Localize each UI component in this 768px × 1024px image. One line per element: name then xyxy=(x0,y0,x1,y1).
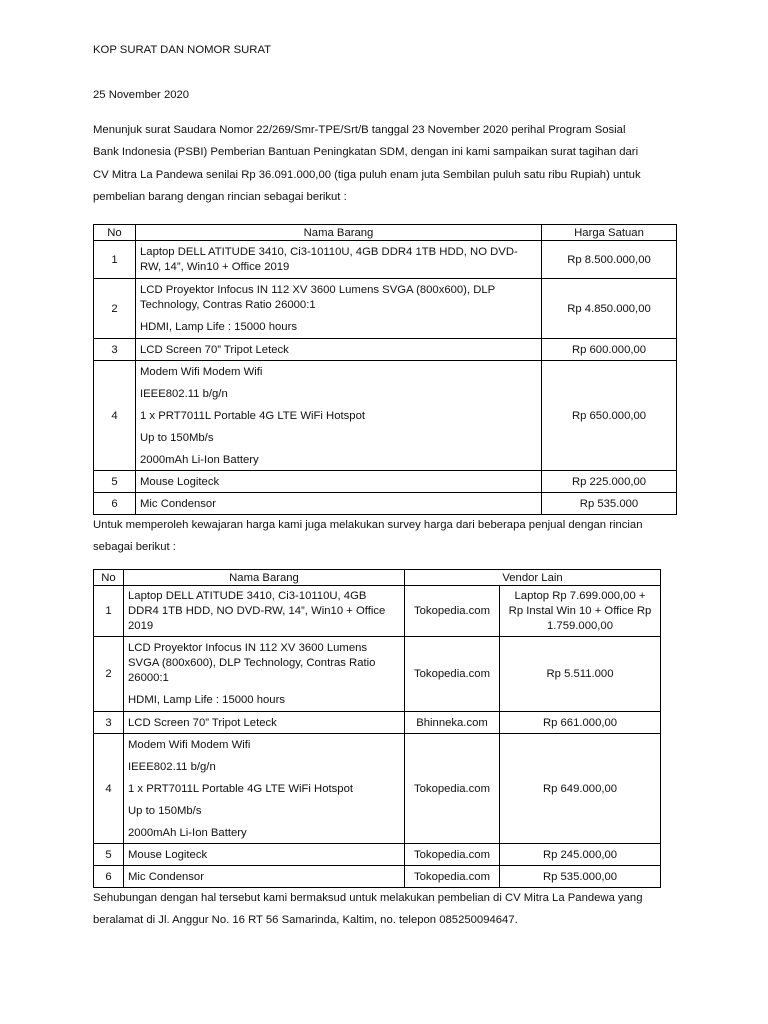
table-row xyxy=(94,361,677,471)
vendor-name: Tokopedia.com xyxy=(405,586,500,637)
item-price: Rp 8.500.000,00 xyxy=(542,241,677,279)
text-line: Bank Indonesia (PSBI) Pemberian Bantuan Peningkatan SDM, dengan ini kami sampaikan surat tagihan dari xyxy=(93,146,639,159)
row-number: 1 xyxy=(94,586,124,637)
item-name: LCD Screen 70” Tripot Leteck xyxy=(124,712,405,734)
row-number: 3 xyxy=(94,339,136,361)
table-row xyxy=(94,493,677,515)
letter-header: KOP SURAT DAN NOMOR SURAT xyxy=(93,44,272,56)
text-line: Untuk memperoleh kewajaran harga kami juga melakukan survey harga dari beberapa penjual dengan rincian xyxy=(93,519,643,531)
table-row xyxy=(94,339,677,361)
row-number: 2 xyxy=(94,279,136,339)
vendor-price: Rp 535.000,00 xyxy=(500,866,661,888)
row-number: 1 xyxy=(94,241,136,279)
vendor-name: Tokopedia.com xyxy=(405,866,500,888)
row-number: 3 xyxy=(94,712,124,734)
row-number: 4 xyxy=(94,361,136,471)
column-header: Vendor Lain xyxy=(405,570,661,586)
table-row xyxy=(94,471,677,493)
row-number: 2 xyxy=(94,637,124,712)
vendor-price: Laptop Rp 7.699.000,00 + Rp Instal Win 10 + Office Rp 1.759.000,00 xyxy=(500,586,661,637)
row-number: 6 xyxy=(94,493,136,515)
column-header: Nama Barang xyxy=(124,570,405,586)
closing-paragraph xyxy=(93,887,678,932)
item-price: Rp 225.000,00 xyxy=(542,471,677,493)
vendor-price: Rp 649.000,00 xyxy=(500,734,661,844)
item-name: Mouse Logiteck xyxy=(124,844,405,866)
row-number: 6 xyxy=(94,866,124,888)
table-row xyxy=(94,844,661,866)
item-name: Mic Condensor xyxy=(124,866,405,888)
text-line: sebagai berikut : xyxy=(93,541,176,554)
vendor-price: Rp 5.511.000 xyxy=(500,637,661,712)
text-line: CV Mitra La Pandewa senilai Rp 36.091.000,00 (tiga puluh enam juta Sembilan puluh satu ribu Rupiah) untuk xyxy=(93,168,641,181)
item-name: LCD Proyektor Infocus IN 112 XV 3600 Lumens SVGA (800x600), DLP Technology, Contras Ratio 26000:1 HDMI, Lamp Life : 15000 hours xyxy=(124,637,405,712)
item-name: Modem Wifi Modem Wifi IEEE802.11 b/g/n 1 x PRT7011L Portable 4G LTE WiFi Hotspot Up to 150Mb/s 2000mAh Li-Ion Battery xyxy=(136,361,542,471)
item-name: LCD Screen 70” Tripot Leteck xyxy=(136,339,542,361)
table-row xyxy=(94,712,661,734)
table-row xyxy=(94,279,677,339)
vendor-price: Rp 245.000,00 xyxy=(500,844,661,866)
item-price: Rp 535.000 xyxy=(542,493,677,515)
item-name: Laptop DELL ATITUDE 3410, Ci3-10110U, 4GB DDR4 1TB HDD, NO DVD- RW, 14”, Win10 + Office 2019 xyxy=(136,241,542,279)
table-row xyxy=(94,866,661,888)
vendor-name: Tokopedia.com xyxy=(405,637,500,712)
row-number: 5 xyxy=(94,471,136,493)
column-header: Harga Satuan xyxy=(542,225,677,241)
table-header-row xyxy=(94,225,677,241)
invoice-table xyxy=(93,224,677,515)
table-row xyxy=(94,734,661,844)
text-line: pembelian barang dengan rincian sebagai berikut : xyxy=(93,191,347,204)
item-name: Laptop DELL ATITUDE 3410, Ci3-10110U, 4GB DDR4 1TB HDD, NO DVD-RW, 14”, Win10 + Office 2019 xyxy=(124,586,405,637)
text-line: beralamat di Jl. Anggur No. 16 RT 56 Samarinda, Kaltim, no. telepon 085250094647. xyxy=(93,914,518,927)
vendor-price: Rp 661.000,00 xyxy=(500,712,661,734)
column-header: No xyxy=(94,570,124,586)
item-name: Modem Wifi Modem Wifi IEEE802.11 b/g/n 1 x PRT7011L Portable 4G LTE WiFi Hotspot Up to 150Mb/s 2000mAh Li-Ion Battery xyxy=(124,734,405,844)
survey-paragraph xyxy=(93,514,678,559)
item-price: Rp 600.000,00 xyxy=(542,339,677,361)
row-number: 5 xyxy=(94,844,124,866)
text-line: Sehubungan dengan hal tersebut kami bermaksud untuk melakukan pembelian di CV Mitra La Pandewa yang xyxy=(93,892,643,904)
item-price: Rp 650.000,00 xyxy=(542,361,677,471)
table-header-row xyxy=(94,570,661,586)
column-header: No xyxy=(94,225,136,241)
column-header: Nama Barang xyxy=(136,225,542,241)
letter-date: 25 November 2020 xyxy=(93,89,190,101)
vendor-name: Bhinneka.com xyxy=(405,712,500,734)
table-row xyxy=(94,637,661,712)
item-price: Rp 4.850.000,00 xyxy=(542,279,677,339)
table-row xyxy=(94,586,661,637)
vendor-survey-table xyxy=(93,569,661,888)
table-row xyxy=(94,241,677,279)
vendor-name: Tokopedia.com xyxy=(405,734,500,844)
item-name: LCD Proyektor Infocus IN 112 XV 3600 Lumens SVGA (800x600), DLP Technology, Contras Ratio 26000:1 HDMI, Lamp Life : 15000 hours xyxy=(136,279,542,339)
text-line: Menunjuk surat Saudara Nomor 22/269/Smr-TPE/Srt/B tanggal 23 November 2020 perihal Program Sosial xyxy=(93,124,626,136)
intro-paragraph xyxy=(93,119,678,209)
row-number: 4 xyxy=(94,734,124,844)
vendor-name: Tokopedia.com xyxy=(405,844,500,866)
item-name: Mic Condensor xyxy=(136,493,542,515)
item-name: Mouse Logiteck xyxy=(136,471,542,493)
